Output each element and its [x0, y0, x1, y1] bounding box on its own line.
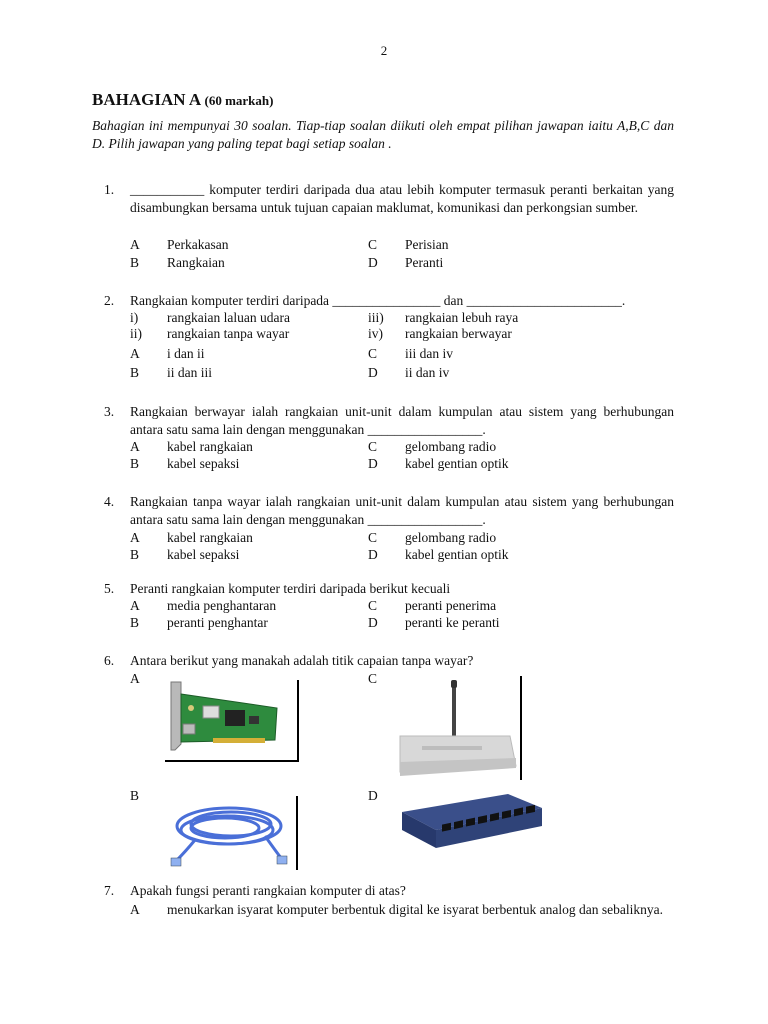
statement-text: rangkaian lebuh raya: [405, 310, 519, 325]
option-key: C: [368, 671, 378, 686]
option-key: A: [130, 346, 140, 361]
option-key: A: [130, 237, 140, 252]
option-key: D: [368, 456, 378, 471]
option-text: iii dan iv: [405, 346, 453, 361]
option-key: B: [130, 615, 140, 630]
network-cable-icon: [165, 796, 295, 870]
option-key: C: [368, 237, 378, 252]
question-number: 4.: [104, 494, 115, 509]
option-key: A: [130, 671, 140, 686]
option-text: Rangkaian: [167, 255, 225, 270]
option-text: kabel rangkaian: [167, 530, 253, 545]
option-key: C: [368, 346, 378, 361]
option-key: D: [368, 365, 378, 380]
question-number: 5.: [104, 581, 115, 596]
statement-text: rangkaian tanpa wayar: [167, 326, 290, 341]
option-text: kabel gentian optik: [405, 456, 509, 471]
section-heading: [92, 90, 273, 110]
network-card-icon: [165, 680, 295, 758]
option-b-image: [165, 796, 298, 870]
page-number: 2: [380, 43, 388, 58]
question-stem: Peranti rangkaian komputer terdiri daripada berikut kecuali: [130, 581, 451, 596]
option-key: B: [130, 365, 140, 380]
option-key: C: [368, 530, 378, 545]
statement-text: rangkaian berwayar: [405, 326, 512, 341]
option-d-image: [398, 790, 544, 854]
option-key: B: [130, 456, 140, 471]
option-key: B: [130, 255, 140, 270]
statement-key: ii): [130, 326, 142, 341]
option-text: peranti penghantar: [167, 615, 268, 630]
question-number: 6.: [104, 653, 115, 668]
section-marks: (60 markah): [204, 93, 274, 108]
option-key: A: [130, 902, 140, 917]
option-key: A: [130, 439, 140, 454]
statement-text: rangkaian laluan udara: [167, 310, 290, 325]
option-key: D: [368, 615, 378, 630]
question-number: 7.: [104, 883, 115, 898]
statement-key: iv): [368, 326, 383, 341]
option-key: A: [130, 530, 140, 545]
question-number: 1.: [104, 182, 115, 197]
option-text: media penghantaran: [167, 598, 277, 613]
option-key: C: [368, 439, 378, 454]
option-text: Perisian: [405, 237, 449, 252]
option-text: kabel sepaksi: [167, 456, 240, 471]
question-stem: Rangkaian berwayar ialah rangkaian unit-unit dalam kumpulan atau sistem yang berhubungan antara satu sama lain dengan menggunakan _________________.: [130, 404, 674, 437]
question-stem: ___________ komputer terdiri daripada dua atau lebih komputer termasuk peranti berkaitan yang disambungkan bersama untuk tujuan capaian maklumat, komunikasi dan perkongsian sumber.: [130, 182, 674, 215]
option-text: gelombang radio: [405, 439, 497, 454]
option-text: Perkakasan: [167, 237, 229, 252]
option-key: C: [368, 598, 378, 613]
option-key: D: [368, 255, 378, 270]
option-text: peranti ke peranti: [405, 615, 500, 630]
option-key: A: [130, 598, 140, 613]
question-stem: Rangkaian tanpa wayar ialah rangkaian unit-unit dalam kumpulan atau sistem yang berhubungan antara satu sama lain dengan menggunakan _________________.: [130, 494, 674, 527]
option-text: i dan ii: [167, 346, 205, 361]
option-text: peranti penerima: [405, 598, 497, 613]
option-text: kabel gentian optik: [405, 547, 509, 562]
option-text: ii dan iv: [405, 365, 450, 380]
network-switch-icon: [398, 790, 544, 854]
question-number: 2.: [104, 293, 115, 308]
question-number: 3.: [104, 404, 115, 419]
option-text: kabel rangkaian: [167, 439, 253, 454]
wireless-access-point-icon: [398, 676, 518, 780]
question-stem: Apakah fungsi peranti rangkaian komputer di atas?: [130, 883, 406, 898]
question-stem: Rangkaian komputer terdiri daripada ________________ dan _______________________.: [130, 293, 626, 308]
option-key: B: [130, 788, 140, 803]
statement-key: iii): [368, 310, 384, 325]
option-c-image: [398, 676, 522, 780]
section-title: BAHAGIAN A: [92, 90, 202, 109]
option-key: B: [130, 547, 140, 562]
option-key: D: [368, 547, 378, 562]
question-stem: Antara berikut yang manakah adalah titik capaian tanpa wayar?: [130, 653, 474, 668]
option-text: gelombang radio: [405, 530, 497, 545]
option-text: kabel sepaksi: [167, 547, 240, 562]
option-key: D: [368, 788, 378, 803]
statement-key: i): [130, 310, 139, 325]
option-text: ii dan iii: [167, 365, 212, 380]
option-text: menukarkan isyarat komputer berbentuk digital ke isyarat berbentuk analog dan sebaliknya.: [167, 902, 663, 917]
option-text: Peranti: [405, 255, 444, 270]
instructions: Bahagian ini mempunyai 30 soalan. Tiap-tiap soalan diikuti oleh empat pilihan jawapan iaitu A,B,C dan D. Pilih jawapan yang paling tepat bagi setiap soalan .: [92, 118, 674, 151]
option-a-image: [165, 680, 299, 762]
